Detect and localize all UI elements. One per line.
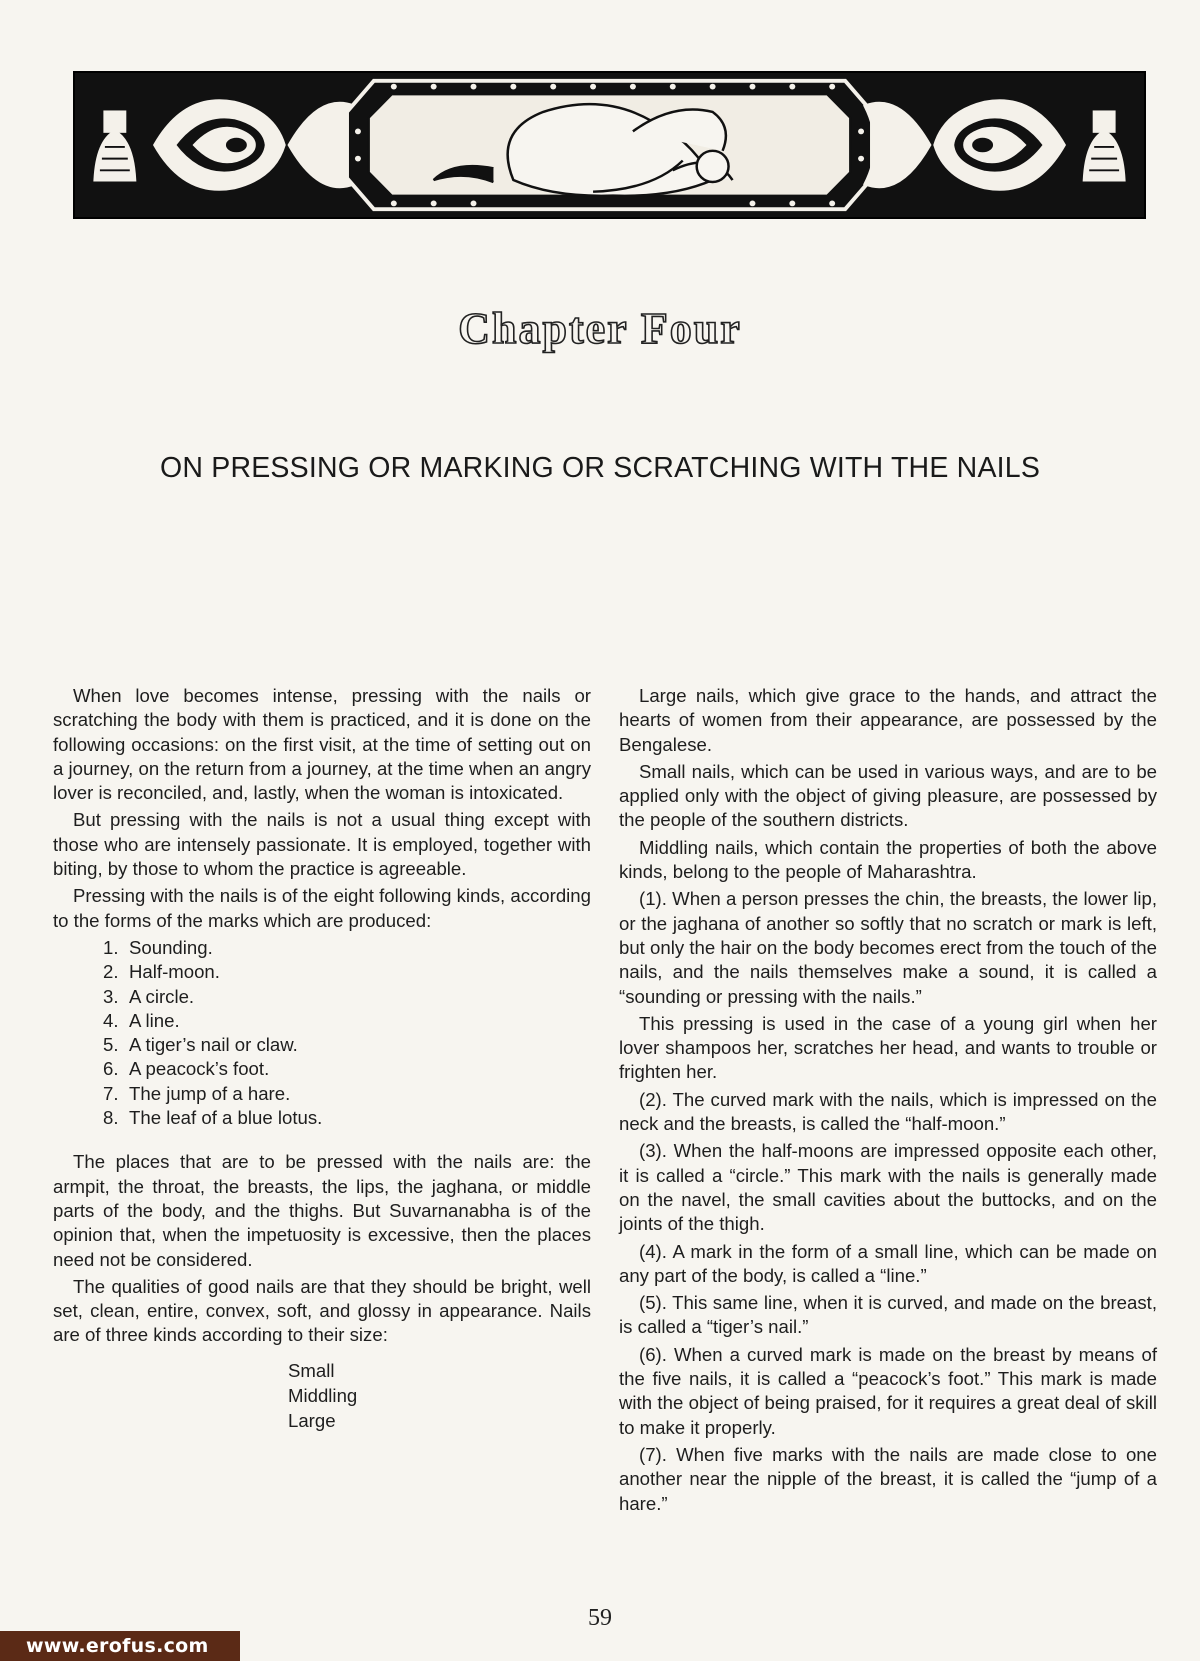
list-item: Middling: [288, 1384, 358, 1406]
paragraph: But pressing with the nails is not a usual thing except with those who are intensely passionate. It is employed, together with biting, by those to whom the practice is agreeable.: [53, 809, 591, 880]
paragraph: When love becomes intense, pressing with the nails or scratching the body with them is practiced, and it is done on the following occasions: on the first visit, at the time of setting out on a journey, on the return from a journey, at the time when an angry lover is reconciled, and, lastly, when the woman is intoxicated.: [53, 685, 591, 804]
section-heading: ON PRESSING OR MARKING OR SCRATCHING WITH THE NAILS: [159, 452, 1041, 484]
list-item: 5. A tiger’s nail or claw.: [103, 1034, 298, 1056]
paragraph: Small nails, which can be used in various ways, and are to be applied only with the object of giving pleasure, are possessed by the people of the southern districts.: [619, 760, 1157, 831]
paragraph: (4). A mark in the form of a small line, which can be made on any part of the body, is called a “line.”: [619, 1240, 1157, 1286]
list-item: Small: [288, 1359, 335, 1381]
ornamental-banner-illustration: [73, 71, 1146, 219]
paragraph: Pressing with the nails is of the eight following kinds, according to the forms of the marks which are produced:: [53, 885, 591, 931]
list-item: Large: [288, 1409, 336, 1431]
nail-sizes-list: [288, 1358, 591, 1433]
list-item: 2. Half-moon.: [103, 961, 220, 983]
list-item: 1. Sounding.: [103, 936, 213, 958]
list-item: 4. A line.: [103, 1009, 180, 1031]
chapter-title: Chapter Four: [458, 304, 742, 353]
list-item: 7. The jump of a hare.: [103, 1082, 291, 1104]
page-number: 59: [588, 1605, 612, 1631]
paragraph: Middling nails, which contain the properties of both the above kinds, belong to the people of Maharashtra.: [619, 836, 1157, 883]
paragraph: (7). When five marks with the nails are made close to one another near the nipple of the breast, it is called the “jump of a hare.”: [619, 1443, 1157, 1514]
paragraph: Large nails, which give grace to the hands, and attract the hearts of women from their appearance, are possessed by the Bengalese.: [619, 685, 1157, 755]
left-column: [53, 684, 591, 1433]
paragraph: (3). When the half-moons are impressed opposite each other, it is called a “circle.” This mark with the nails is generally made on the navel, the small cavities about the buttocks, and on the joints of the thigh.: [619, 1140, 1157, 1235]
list-item: 6. A peacock’s foot.: [103, 1058, 270, 1080]
banner-artwork: [75, 73, 1144, 217]
right-column: [619, 684, 1157, 1519]
paragraph: (5). This same line, when it is curved, and made on the breast, is called a “tiger’s nail.”: [619, 1292, 1157, 1338]
paragraph: (1). When a person presses the chin, the breasts, the lower lip, or the jaghana of another so softly that no scratch or mark is left, but only the hair on the body becomes erect from the touch of the nails, and the nails themselves make a sound, it is called a “sounding or pressing with the nails.”: [619, 888, 1157, 1007]
paragraph: This pressing is used in the case of a young girl when her lover shampoos her, scratches her head, and wants to trouble or frighten her.: [619, 1012, 1157, 1083]
paragraph: (6). When a curved mark is made on the breast by means of the five nails, it is called a “peacock’s foot.” This mark is made with the object of being praised, for it requires a great deal of skill to make it properly.: [619, 1343, 1157, 1438]
kinds-list: [53, 936, 591, 1130]
watermark: www.erofus.com: [0, 1631, 240, 1661]
paragraph: The qualities of good nails are that they should be bright, well set, clean, entire, convex, soft, and glossy in appearance. Nails are of three kinds according to their size:: [53, 1275, 591, 1346]
list-item: 8. The leaf of a blue lotus.: [103, 1107, 323, 1129]
paragraph: (2). The curved mark with the nails, which is impressed on the neck and the breasts, is called the “half-moon.”: [619, 1088, 1157, 1135]
list-item: 3. A circle.: [103, 985, 195, 1007]
paragraph: The places that are to be pressed with the nails are: the armpit, the throat, the breasts, the lips, the jaghana, or middle parts of the body, and the thighs. But Suvarnanabha is of the opinion that, when the impetuosity is excessive, then the places need not be considered.: [53, 1151, 591, 1270]
